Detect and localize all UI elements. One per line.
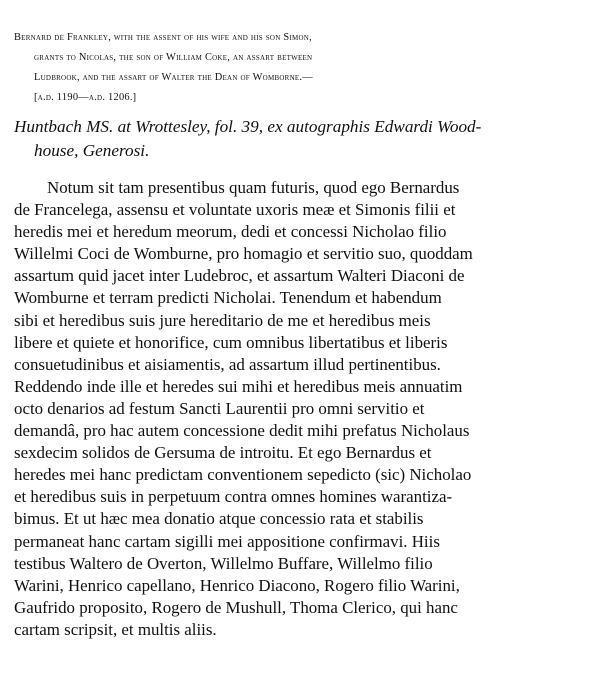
body-line: Warini, Henrico capellano, Henrico Diacono, Rogero filio Warini, — [14, 575, 460, 595]
body-line: et heredibus suis in perpetuum contra omnes homines warantiza- — [14, 487, 453, 507]
source-line: house, Generosi. — [34, 141, 150, 160]
source-line: Huntbach MS. at Wrottesley, fol. 39, ex autographis Edwardi Wood- — [14, 117, 482, 136]
body-line: octo denarios ad festum Sancti Laurentii pro omni servitio et — [14, 398, 425, 418]
body-line: heredis mei et heredum meorum, dedi et concessi Nicholao filio — [14, 222, 447, 242]
body-line: permaneat hanc cartam sigilli mei appositione confirmavi. Hiis — [14, 531, 440, 551]
source-citation — [14, 115, 594, 163]
body-line: sexdecim solidos de Gersuma de introitu. Et ego Bernardus et — [14, 443, 432, 463]
body-line: Willelmi Coci de Womburne, pro homagio et servitio suo, quoddam — [14, 244, 473, 264]
body-line: libere et quiete et honorifice, cum omnibus libertatibus et liberis — [14, 332, 448, 352]
body-line: consuetudinibus et aisiamentis, ad assartum illud pertinentibus. — [14, 354, 441, 374]
body-line: testibus Waltero de Overton, Willelmo Buffare, Willelmo filio — [14, 553, 433, 573]
body-line: de Francelega, assensu et voluntate uxoris meæ et Simonis filii et — [14, 200, 456, 220]
body-line: cartam scripsit, et multis aliis. — [14, 619, 217, 639]
body-line: sibi et heredibus suis jure hereditario de me et heredibus meis — [14, 310, 431, 330]
charter-heading — [14, 28, 590, 108]
heading-line: Ludbrook, and the assart of Walter the Dean of Womborne.— — [34, 72, 313, 83]
heading-line: Bernard de Frankley, with the assent of his wife and his son Simon, — [14, 32, 312, 43]
body-line: Womburne et terram predicti Nicholai. Tenendum et habendum — [14, 288, 442, 308]
heading-line: grants to Nicolas, the son of William Coke, an assart between — [34, 52, 313, 63]
body-line: Reddendo inde ille et heredes sui mihi et heredibus meis annuatim — [14, 376, 463, 396]
body-line: bimus. Et ut hæc mea donatio atque concessio rata et stabilis — [14, 509, 424, 529]
body-line: demandâ, pro hac autem concessione dedit mihi prefatus Nicholaus — [14, 421, 470, 441]
body-line: assartum quid jacet inter Ludebroc, et assartum Walteri Diaconi de — [14, 266, 465, 286]
heading-date: [a.d. 1190—a.d. 1206.] — [34, 92, 137, 103]
charter-text — [14, 177, 594, 641]
body-line: Gaufrido proposito, Rogero de Mushull, Thoma Clerico, qui hanc — [14, 597, 458, 617]
body-line: heredes mei hanc predictam conventionem sepedicto (sic) Nicholao — [14, 465, 472, 485]
body-line: Notum sit tam presentibus quam futuris, quod ego Bernardus — [47, 178, 460, 197]
